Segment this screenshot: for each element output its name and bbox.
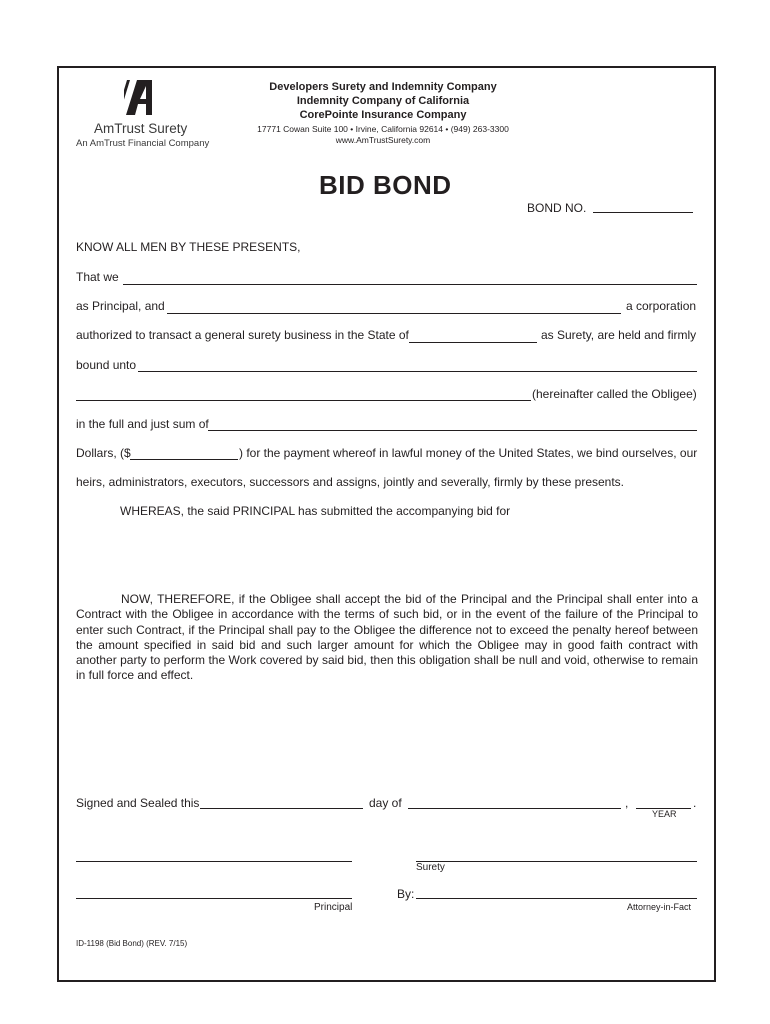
- obligee-name-field-2[interactable]: [76, 400, 531, 401]
- that-we-label: That we: [76, 270, 119, 284]
- bond-no-field[interactable]: [593, 212, 693, 213]
- dollars-label: Dollars, ($: [76, 446, 131, 460]
- state-field[interactable]: [409, 342, 537, 343]
- company-website: www.AmTrustSurety.com: [335, 135, 431, 145]
- company-name-1: Developers Surety and Indemnity Company: [269, 81, 497, 93]
- principal-name-field[interactable]: [123, 284, 697, 285]
- a-corporation-label: a corporation: [626, 299, 697, 313]
- company-address: 17771 Cowan Suite 100 • Irvine, California 92614 • (949) 263-3300: [257, 124, 509, 134]
- form-id: ID-1198 (Bid Bond) (REV. 7/15): [76, 939, 188, 948]
- attorney-label: Attorney-in-Fact: [627, 902, 692, 912]
- brand-tagline: An AmTrust Financial Company: [76, 138, 210, 149]
- day-field[interactable]: [200, 808, 363, 809]
- full-sum-label: in the full and just sum of: [76, 417, 209, 431]
- principal-label: Principal: [314, 902, 353, 913]
- amtrust-logo-icon: [124, 80, 154, 116]
- surety-signature-field[interactable]: [416, 861, 697, 862]
- principal-signature-field-1[interactable]: [76, 861, 352, 862]
- obligee-name-field[interactable]: [138, 371, 697, 372]
- attorney-signature-field[interactable]: [416, 898, 697, 899]
- month-field[interactable]: [408, 808, 621, 809]
- by-label: By:: [397, 887, 415, 901]
- authorized-text: authorized to transact a general surety business in the State of: [76, 328, 409, 342]
- now-therefore-paragraph: NOW, THEREFORE, if the Obligee shall accept the bid of the Principal and the Principal shall enter into a Contract with the Obligee in accordance with the terms of such bid, or in the event of the failure of the Principal to enter such Contract, if the Principal shall pay to the Obligee the difference not to exceed the penalty hereof between the amount specified in said bid and such larger amount for which the Obligee may in good faith contract with another party to perform the Work covered by said bid, then this obligation shall be null and void, otherwise to remain in full force and effect.: [76, 592, 698, 683]
- principal-signature-field-2[interactable]: [76, 898, 352, 899]
- bound-unto-label: bound unto: [76, 358, 137, 372]
- surety-label: Surety: [416, 862, 445, 873]
- day-of-label: day of: [369, 796, 402, 810]
- bond-no-label: BOND NO.: [527, 201, 587, 215]
- whereas-text: WHEREAS, the said PRINCIPAL has submitted the accompanying bid for: [120, 504, 511, 518]
- form-border: [57, 66, 716, 982]
- signed-sealed-label: Signed and Sealed this: [76, 796, 200, 810]
- company-name-2: Indemnity Company of California: [296, 95, 470, 107]
- as-surety-text: as Surety, are held and firmly: [541, 328, 697, 342]
- surety-name-field[interactable]: [167, 313, 621, 314]
- payment-text: ) for the payment whereof in lawful money of the United States, we bind ourselves, our: [239, 446, 698, 460]
- heirs-text: heirs, administrators, executors, successors and assigns, jointly and severally, firmly by these presents.: [76, 475, 625, 489]
- year-label: YEAR: [652, 809, 677, 819]
- as-principal-label: as Principal, and: [76, 299, 165, 313]
- sum-words-field[interactable]: [208, 430, 697, 431]
- know-all-text: KNOW ALL MEN BY THESE PRESENTS,: [76, 240, 301, 254]
- sum-amount-field[interactable]: [130, 459, 238, 460]
- period-text: .: [693, 796, 697, 810]
- brand-name: AmTrust Surety: [94, 121, 188, 136]
- comma-text: ,: [625, 796, 629, 810]
- hereinafter-text: (hereinafter called the Obligee): [532, 387, 697, 401]
- page-title: BID BOND: [319, 170, 452, 200]
- company-name-3: CorePointe Insurance Company: [299, 109, 467, 121]
